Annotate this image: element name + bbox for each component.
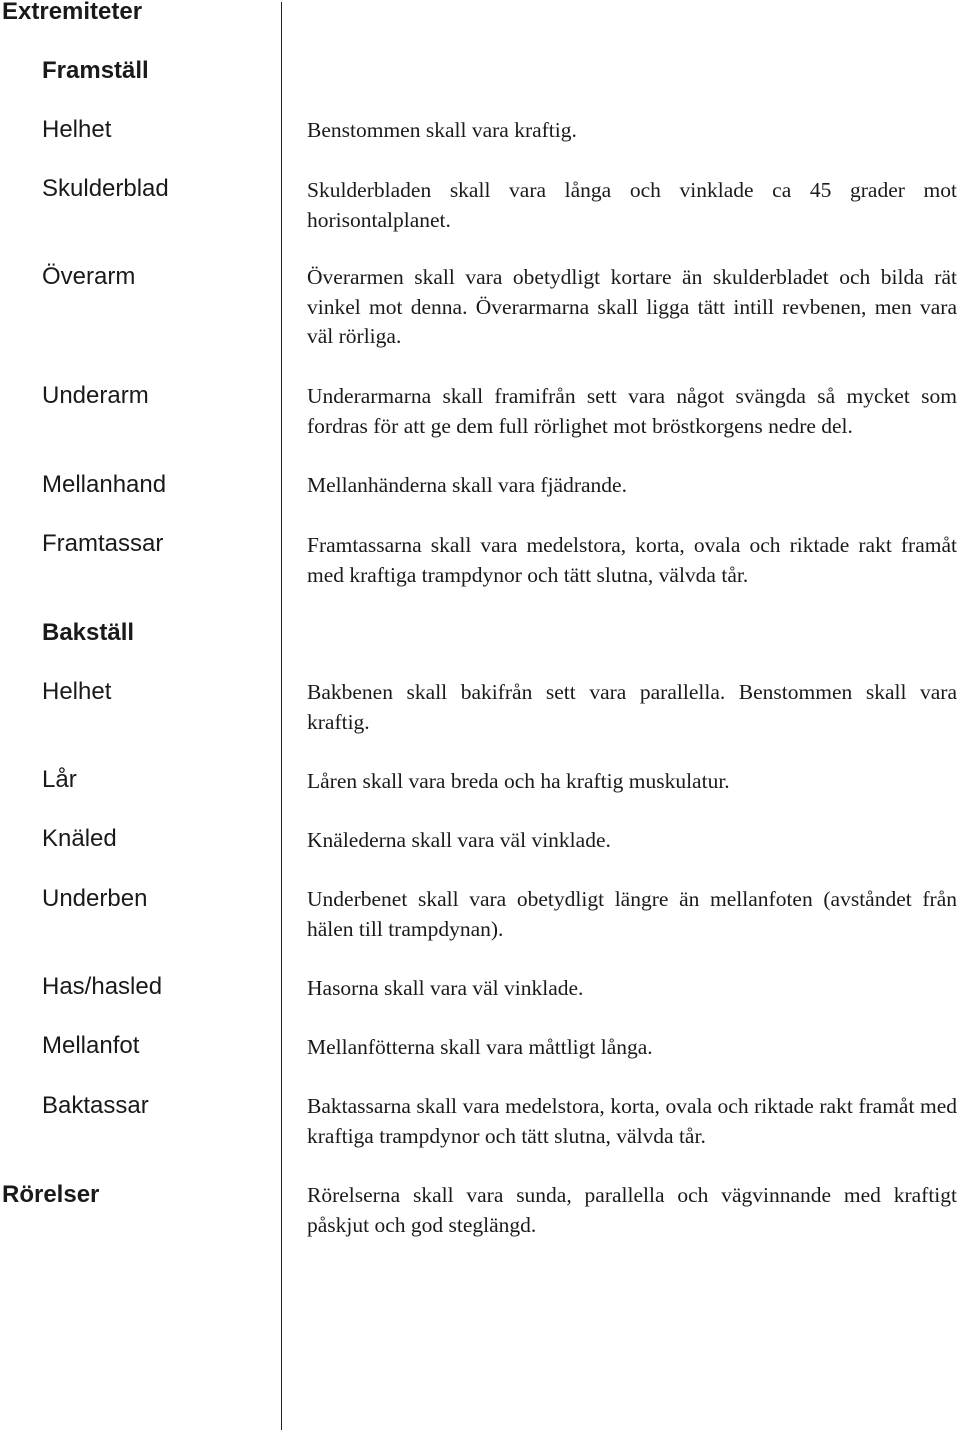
heading-rorelser: Rörelser — [2, 1181, 100, 1208]
term-bakstall-helhet: Helhet — [42, 678, 112, 705]
desc-framstall-helhet: Benstommen skall vara kraftig. — [307, 118, 577, 142]
term-mellanfot: Mellanfot — [42, 1032, 140, 1059]
term-underarm: Underarm — [42, 382, 149, 409]
desc-rorelser: Rörelserna skall vara sunda, parallella och vägvinnande med kraftigt påskjut och god steglängd. — [307, 1183, 957, 1237]
section-title-extremiteter: Extremiteter — [2, 0, 143, 25]
term-mellanhand: Mellanhand — [42, 471, 167, 498]
desc-skulderblad: Skulderbladen skall vara långa och vinklade ca 45 grader mot horisontalplanet. — [307, 178, 957, 232]
term-overarm: Överarm — [42, 263, 136, 290]
desc-bakstall-helhet: Bakbenen skall bakifrån sett vara parallella. Benstommen skall vara kraftig. — [307, 680, 957, 734]
term-knaled: Knäled — [42, 825, 117, 852]
heading-bakstall: Bakställ — [42, 619, 135, 646]
term-framtassar: Framtassar — [42, 530, 164, 557]
desc-baktassar: Baktassarna skall vara medelstora, korta, ovala och riktade rakt framåt med kraftiga trampdynor och tätt slutna, välvda tår. — [307, 1094, 957, 1148]
term-framstall-helhet: Helhet — [42, 116, 112, 143]
column-divider — [281, 2, 282, 1430]
desc-underben: Underbenet skall vara obetydligt längre än mellanfoten (avståndet från hälen till trampdynan). — [307, 887, 957, 941]
desc-has-hasled: Hasorna skall vara väl vinklade. — [307, 976, 584, 1000]
desc-mellanhand: Mellanhänderna skall vara fjädrande. — [307, 473, 627, 497]
term-baktassar: Baktassar — [42, 1092, 149, 1119]
term-underben: Underben — [42, 885, 148, 912]
desc-framtassar: Framtassarna skall vara medelstora, korta, ovala och riktade rakt framåt med kraftiga trampdynor och tätt slutna, välvda tår. — [307, 533, 957, 587]
desc-mellanfot: Mellanfötterna skall vara måttligt långa. — [307, 1035, 653, 1059]
desc-knaled: Knälederna skall vara väl vinklade. — [307, 828, 611, 852]
term-skulderblad: Skulderblad — [42, 175, 169, 202]
desc-lar: Låren skall vara breda och ha kraftig muskulatur. — [307, 769, 730, 793]
heading-framstall: Framställ — [42, 57, 149, 84]
term-lar: Lår — [42, 766, 77, 793]
desc-underarm: Underarmarna skall framifrån sett vara något svängda så mycket som fordras för att ge dem full rörlighet mot bröstkorgens nedre del. — [307, 384, 957, 438]
desc-overarm: Överarmen skall vara obetydligt kortare än skulderbladet och bilda rät vinkel mot denna. Överarmarna skall ligga tätt intill revbenen, men vara väl rörliga. — [307, 265, 957, 348]
term-has-hasled: Has/hasled — [42, 973, 163, 1000]
